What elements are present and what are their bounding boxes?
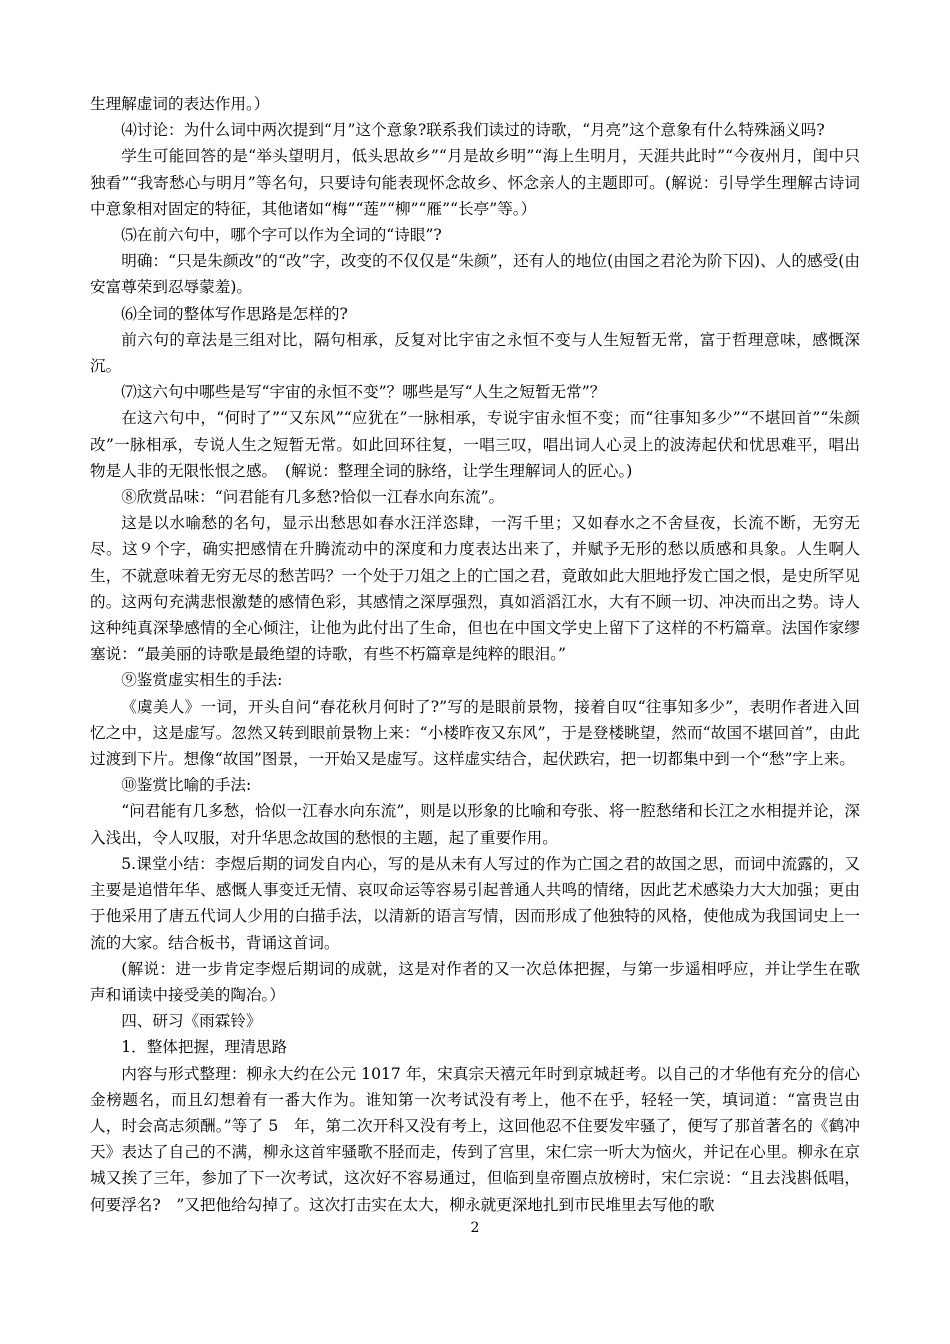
paragraph: 生理解虚词的表达作用。） [90,95,270,113]
paragraph: ⑷讨论：为什么词中两次提到“月”这个意象?联系我们读过的诗歌，“月亮”这个意象有什么特殊涵义吗? [121,121,825,140]
paragraph: 5.课堂小结：李煜后期的词发自内心，写的是从未有人写过的作为亡国之君的故国之思，而词中流露的，又主要是追惜年华、感慨人事变迁无情、哀叹命运等容易引起普通人共鸣的情绪，因此艺术感染力大大加强；更由于他采用了唐五代词人少用的白描手法，以清新的语言写情，因而形成了他独特的风格，使他成为我国词史上一流的大家。结合板书，背诵这首词。 [90,854,860,952]
paragraph: 在这六句中，“何时了”“又东风”“应犹在”一脉相承，专说宇宙永恒不变；而“往事知多少”“不堪回首”“朱颜改”一脉相承，专说人生之短暂无常。如此回环往复，一唱三叹，唱出词人心灵上的波涛起伏和忧思难平，唱出物是人非的无限怅恨之感。 (解说：整理全词的脉络，让学生理解词人的匠心。) [90,409,860,480]
paragraph: 学生可能回答的是“举头望明月，低头思故乡”“月是故乡明”“海上生明月，天涯共此时”“今夜州月，闺中只独看”“我寄愁心与明月”等名句，只要诗句能表现怀念故乡、怀念亲人的主题即可。(解说：引导学生理解古诗词中意象相对固定的特征，其他诸如“梅”“莲”“柳”“雁”“长亭”等。） [90,147,860,218]
paragraph: ⑹全词的整体写作思路是怎样的? [121,304,348,323]
paragraph: (解说：进一步肯定李煜后期词的成就，这是对作者的又一次总体把握，与第一步遥相呼应，并让学生在歌声和诵读中接受美的陶冶。） [90,959,860,1004]
paragraph: 明确：“只是朱颜改”的“改”字，改变的不仅仅是“朱颜”，还有人的地位(由国之君沦为阶下囚)、人的感受(由安富尊荣到忍辱蒙羞)。 [90,252,860,297]
body-text [90,91,860,1218]
paragraph: ⑩鉴赏比喻的手法: [121,776,252,795]
paragraph: 内容与形式整理：柳永大约在公元 1017 年，宋真宗天禧元年时到京城赶考。以自己的才华他有充分的信心金榜题名，而且幻想着有一番大作为。谁知第一次考试没有考上，他不在乎，轻轻一笑，填词道：“富贵岂由人，时会高志须酬。”等了 5 年，第二次开科又没有考上，这回他忍不住要发牢骚了，便写了那首著名的《鹤冲天》表达了自己的不满，柳永这首牢骚歌不胫而走，传到了宫里，宋仁宗一听大为恼火，并记在心里。柳永在京城又挨了三年，参加了下一次考试，这次好不容易通过，但临到皇帝圈点放榜时，宋仁宗说：“且去浅斟低唱，何要浮名? ”又把他给勾掉了。这次打击实在太大，柳永就更深地扎到市民堆里去写他的歌 [90,1064,860,1214]
paragraph: 1．整体把握，理清思路 [121,1038,288,1057]
paragraph: ⑨鉴赏虚实相生的手法: [121,671,283,690]
paragraph: 《虞美人》一词，开头自问“春花秋月何时了?”写的是眼前景物，接着自叹“往事知多少”，表明作者进入回忆之中，这是虚写。忽然又转到眼前景物上来：“小楼昨夜又东风”，于是登楼眺望，然而“故国不堪回首”，由此过渡到下片。想像“故国”图景，一开始又是虚写。这样虚实结合，起伏跌宕，把一切都集中到一个“愁”字上来。 [90,697,860,769]
paragraph: “问君能有几多愁，恰似一江春水向东流”，则是以形象的比喻和夸张、将一腔愁绪和长江之水相提并论，深入浅出，令人叹服，对升华思念故国的愁恨的主题，起了重要作用。 [90,802,860,847]
page-number: 2 [470,1220,480,1236]
paragraph: ⑧欣赏品味：“问君能有几多愁?恰似一江春水向东流”。 [121,488,505,507]
paragraph: ⑺这六句中哪些是写“宇宙的永恒不变”？哪些是写“人生之短暂无常”？ [121,383,606,402]
paragraph: 这是以水喻愁的名句，显示出愁思如春水汪洋恣肆，一泻千里；又如春水之不舍昼夜，长流不断，无穷无尽。这９个字，确实把感情在升腾流动中的深度和力度表达出来了，并赋予无形的愁以质感和具象。人生啊人生，不就意味着无穷无尽的愁苦吗？一个处于刀俎之上的亡国之君，竟敢如此大胆地抒发亡国之恨，是史所罕见的。这两句充满悲恨激楚的感情色彩，其感情之深厚强烈，真如滔滔江水，大有不顾一切、冲决而出之势。诗人这种纯真深挚感情的全心倾注，让他为此付出了生命，但也在中国文学史上留下了这样的不朽篇章。法国作家缪塞说：“最美丽的诗歌是最绝望的诗歌，有些不朽篇章是纯粹的眼泪。” [90,514,860,664]
paragraph: ⑸在前六句中，哪个字可以作为全词的“诗眼”? [121,226,442,245]
paragraph: 前六句的章法是三组对比，隔句相承，反复对比宇宙之永恒不变与人生短暂无常，富于哲理意味，感慨深沉。 [90,330,860,376]
paragraph: 四、研习《雨霖铃》 [121,1012,262,1031]
